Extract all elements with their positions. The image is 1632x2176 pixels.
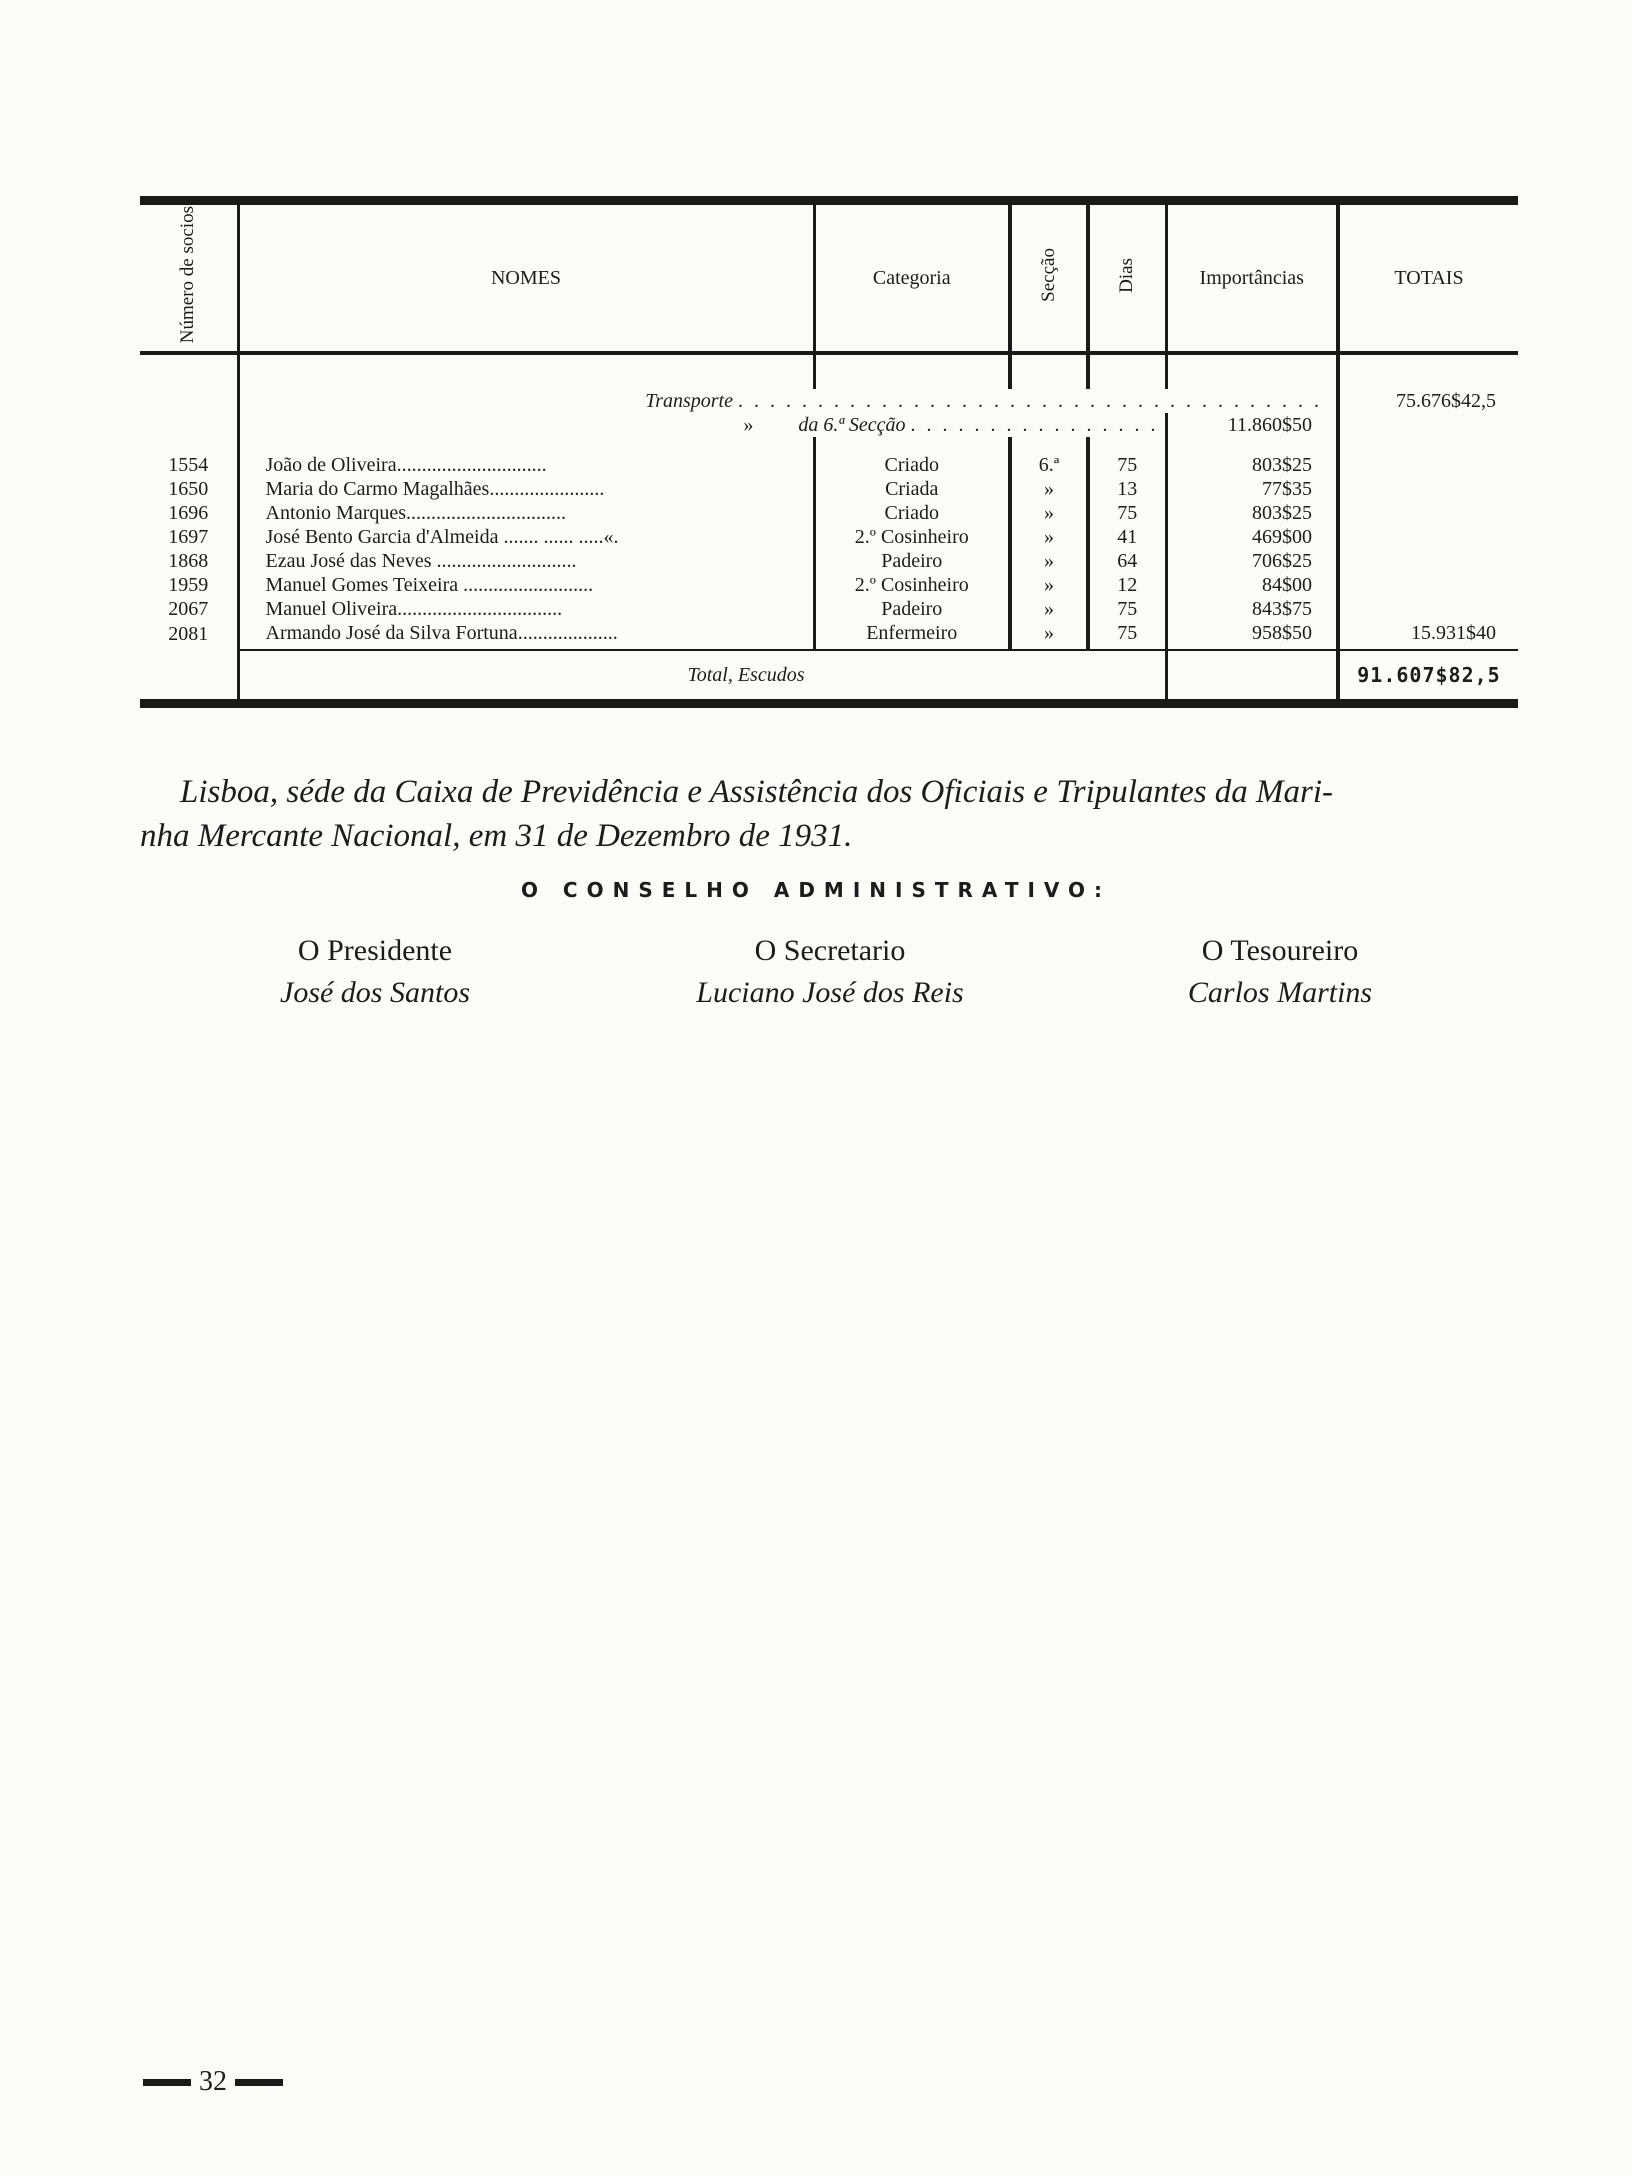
row-categoria: 2.º Cosinheiro — [814, 525, 1010, 549]
table-row — [140, 477, 1518, 501]
transporte-cell — [238, 389, 1338, 413]
row-dias: 75 — [1088, 597, 1166, 621]
header-totais: TOTAIS — [1338, 201, 1518, 354]
row-seccao: 6.ª — [1010, 437, 1088, 477]
transporte-row — [140, 389, 1518, 413]
row-seccao: » — [1010, 573, 1088, 597]
table-row — [140, 501, 1518, 525]
header-nomes: NOMES — [238, 201, 814, 354]
row-nome: João de Oliveira.............................. — [238, 437, 814, 477]
row-dias: 41 — [1088, 525, 1166, 549]
closing-statement — [140, 770, 1520, 858]
row-nome: Manuel Gomes Teixeira .......................... — [238, 573, 814, 597]
table-row — [140, 525, 1518, 549]
row-dias: 75 — [1088, 621, 1166, 650]
row-importancia: 803$25 — [1166, 501, 1338, 525]
header-categoria: Categoria — [814, 201, 1010, 354]
transporte-dots: . . . . . . . . . . . . . . . . . . . . . . . . . . . . . . . . . . . . . — [738, 390, 1322, 412]
row-dias: 75 — [1088, 437, 1166, 477]
row-dias: 75 — [1088, 501, 1166, 525]
total-label: Total, Escudos — [238, 650, 1166, 704]
row-importancia: 469$00 — [1166, 525, 1338, 549]
row-categoria: Padeiro — [814, 597, 1010, 621]
row-seccao: » — [1010, 621, 1088, 650]
total-row — [140, 650, 1518, 704]
page-number-value: 32 — [199, 2066, 227, 2097]
row-seccao: » — [1010, 525, 1088, 549]
seccao-amount: 11.860$50 — [1166, 413, 1338, 437]
transporte-label: Transporte — [645, 390, 733, 412]
header-numero: Número de socios — [140, 201, 238, 354]
row-importancia: 84$00 — [1166, 573, 1338, 597]
row-nome: Armando José da Silva Fortuna.................... — [238, 621, 814, 650]
header-row — [140, 201, 1518, 354]
signature-presidente — [240, 930, 510, 1014]
signatory-name: Carlos Martins — [1187, 976, 1373, 1009]
header-importancias: Importâncias — [1166, 201, 1338, 354]
council-heading: O CONSELHO ADMINISTRATIVO: — [520, 878, 1112, 902]
signature-secretario — [620, 930, 1040, 1014]
header-seccao: Secção — [1010, 201, 1088, 354]
row-seccao: » — [1010, 477, 1088, 501]
row-numero: 2067 — [168, 598, 209, 620]
signatory-role: O Tesoureiro — [1201, 934, 1359, 967]
seccao-label: da 6.ª Secção — [798, 414, 906, 436]
table-row — [140, 573, 1518, 597]
row-categoria: 2.º Cosinheiro — [814, 573, 1010, 597]
row-importancia: 843$75 — [1166, 597, 1338, 621]
row-categoria: Enfermeiro — [814, 621, 1010, 650]
signature-tesoureiro — [1120, 930, 1440, 1014]
seccao-quote: » — [743, 414, 754, 436]
row-numero: 2081 — [168, 622, 209, 645]
signatory-role: O Secretario — [754, 934, 906, 967]
row-importancia: 958$50 — [1166, 621, 1338, 650]
table-row — [140, 621, 1518, 650]
row-dias: 64 — [1088, 549, 1166, 573]
closing-line-1: Lisboa, séde da Caixa de Previdência e Assistência dos Oficiais e Tripulantes da Mari- — [180, 774, 1334, 810]
signatory-name: Luciano José dos Reis — [696, 976, 964, 1009]
row-numero: 1554 — [168, 454, 209, 476]
row-numero: 1959 — [168, 574, 209, 596]
section-total: 15.931$40 — [1338, 621, 1518, 650]
table-row — [140, 437, 1518, 477]
row-numero: 1868 — [168, 550, 209, 572]
transporte-total: 75.676$42,5 — [1338, 389, 1518, 413]
signatory-role: O Presidente — [297, 934, 453, 967]
spacer-row — [140, 353, 1518, 389]
row-categoria: Criado — [814, 501, 1010, 525]
grand-total: 91.607$82,5 — [1338, 650, 1518, 704]
row-nome: Manuel Oliveira................................. — [238, 597, 814, 621]
page-number-right-rule — [235, 2079, 283, 2086]
table-row — [140, 549, 1518, 573]
page-number-left-rule — [143, 2079, 191, 2086]
seccao-row — [140, 413, 1518, 437]
row-categoria: Criada — [814, 477, 1010, 501]
row-nome: José Bento Garcia d'Almeida ....... ...... .....«. — [238, 525, 814, 549]
seccao-cell — [238, 413, 1166, 437]
row-numero: 1650 — [168, 478, 209, 500]
row-categoria: Criado — [814, 437, 1010, 477]
row-numero: 1696 — [168, 502, 209, 524]
table-row — [140, 597, 1518, 621]
row-seccao: » — [1010, 597, 1088, 621]
signatory-name: José dos Santos — [280, 976, 470, 1009]
ledger-table — [140, 196, 1518, 708]
row-categoria: Padeiro — [814, 549, 1010, 573]
row-importancia: 77$35 — [1166, 477, 1338, 501]
row-seccao: » — [1010, 501, 1088, 525]
page-number — [143, 2066, 283, 2098]
closing-line-2: nha Mercante Nacional, em 31 de Dezembro de 1931. — [140, 818, 853, 854]
header-dias: Dias — [1088, 201, 1166, 354]
row-importancia: 803$25 — [1166, 437, 1338, 477]
row-dias: 13 — [1088, 477, 1166, 501]
row-dias: 12 — [1088, 573, 1166, 597]
row-numero: 1697 — [168, 526, 209, 548]
row-seccao: » — [1010, 549, 1088, 573]
row-nome: Ezau José das Neves ............................ — [238, 549, 814, 573]
row-nome: Maria do Carmo Magalhães....................... — [238, 477, 814, 501]
row-nome: Antonio Marques................................ — [238, 501, 814, 525]
seccao-dots: . . . . . . . . . . . . . . . . — [910, 414, 1159, 436]
row-importancia: 706$25 — [1166, 549, 1338, 573]
